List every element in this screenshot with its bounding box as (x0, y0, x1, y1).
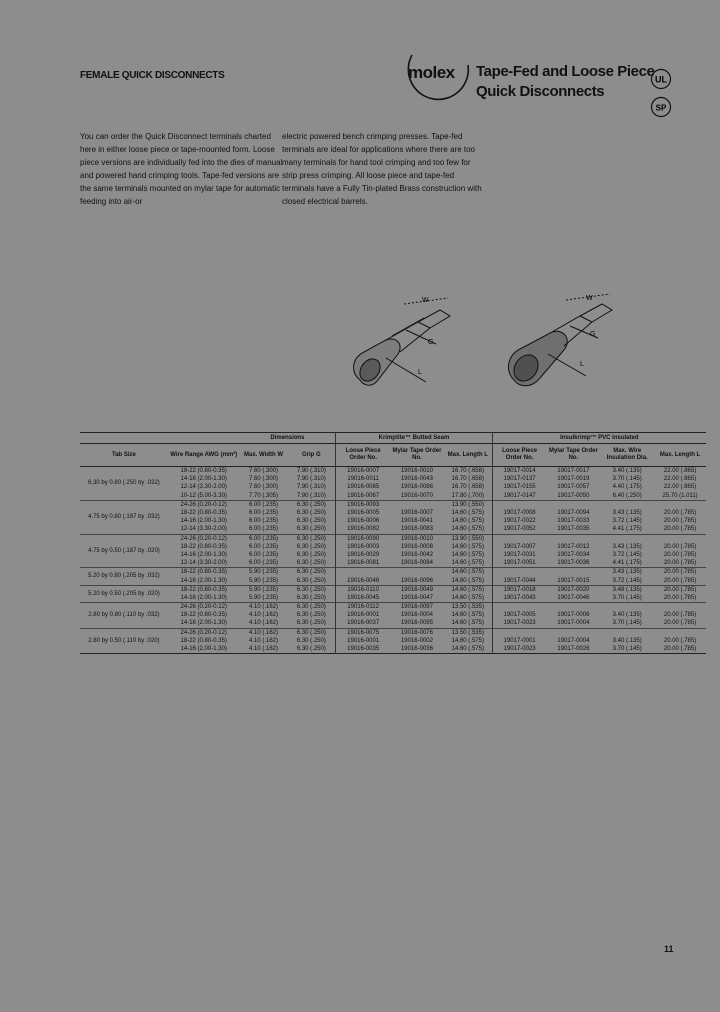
table-row (80, 611, 706, 619)
max-length-butted-cell: 14.60 (.575) (451, 637, 484, 644)
insulation-dia-cell: 3.70 (.145) (612, 594, 642, 601)
wire-range-cell: 24-26 (0.20-0.12) (168, 628, 240, 637)
mylar-tape-insulated-cell: 19017-0034 (557, 551, 590, 558)
table-row (80, 467, 706, 476)
insulation-dia-cell: 3.48 (.135) (600, 585, 654, 594)
max-length-butted-cell: 14.60 (.575) (451, 612, 484, 619)
insulation-dia-cell: 6.40 (.250) (612, 492, 642, 499)
dim-l-label: L (418, 369, 422, 376)
mylar-tape-insulated-cell: 19017-0094 (557, 510, 590, 517)
mylar-tape-butted-cell: 19016-0086 (400, 484, 433, 491)
mylar-tape-insulated-cell: 19017-0019 (557, 476, 590, 483)
insulation-dia-cell: 3.70 (.145) (612, 620, 642, 627)
wire-range-cell: 18-22 (0.80-0.35) (168, 568, 240, 577)
table-row (80, 509, 706, 517)
mylar-tape-insulated-cell (547, 568, 601, 577)
table-row (80, 517, 706, 525)
max-width-cell: 4.10 (.162) (249, 620, 279, 627)
wire-range-cell: 18-22 (0.80-0.35) (180, 543, 227, 550)
wire-range-cell: 18-22 (0.80-0.35) (180, 637, 227, 644)
max-width-cell: 4.10 (.162) (249, 637, 279, 644)
col-header-wire-range: Wire Range AWG (mm²) (168, 444, 240, 467)
mylar-tape-butted-cell: 19016-0096 (400, 577, 433, 584)
max-length-insulated-cell: 20.00 (.785) (663, 560, 697, 567)
loose-piece-insulated-cell: 19017-0023 (492, 619, 546, 628)
table-row (80, 585, 706, 594)
butted-seam-terminal-diagram (340, 292, 470, 400)
table-row (80, 500, 706, 509)
max-length-butted-cell: 14.60 (.575) (451, 510, 484, 517)
group-header-dimensions: Dimensions (240, 433, 336, 444)
grip-cell: 7.90 (.310) (296, 484, 326, 491)
wire-range-cell: 14-16 (2.00-1.30) (180, 594, 227, 601)
wire-range-cell: 24-26 (0.20-0.12) (168, 603, 240, 612)
tab-size-cell: 2.80 by 0.80 (.110 by .032) (80, 603, 168, 629)
mylar-tape-butted-cell (390, 500, 444, 509)
mylar-tape-butted-cell: 19016-0041 (400, 518, 433, 525)
max-length-butted-cell: 17.80 (.700) (451, 492, 484, 499)
mylar-tape-butted-cell: 19016-0043 (400, 476, 433, 483)
loose-piece-butted-cell: 19016-0037 (336, 619, 390, 628)
insulation-dia-cell: 3.40 (.135) (612, 612, 642, 619)
max-length-butted-cell: 14.60 (.575) (444, 585, 492, 594)
csa-certified-icon (650, 96, 672, 118)
table-row (80, 525, 706, 534)
max-width-cell: 4.10 (.162) (249, 646, 279, 653)
grip-cell: 6.30 (.250) (287, 585, 335, 594)
mylar-tape-butted-cell: 19016-0047 (400, 594, 433, 601)
max-length-butted-cell: 14.60 (.575) (451, 594, 484, 601)
grip-cell: 6.30 (.250) (287, 628, 335, 637)
loose-piece-insulated-cell (492, 568, 546, 577)
mylar-tape-insulated-cell (547, 603, 601, 612)
ul-listed-icon (650, 68, 672, 90)
max-length-insulated-cell: 20.00 (.785) (663, 526, 697, 533)
max-length-insulated-cell: 20.00 (.785) (663, 577, 697, 584)
mylar-tape-butted-cell: 19016-0036 (400, 646, 433, 653)
max-length-butted-cell: 14.60 (.575) (451, 543, 484, 550)
max-width-cell: 6.00 (.235) (240, 534, 288, 543)
grip-cell: 6.30 (.250) (296, 646, 326, 653)
max-length-butted-cell: 16.70 (.658) (444, 467, 492, 476)
mylar-tape-butted-cell: 19016-0049 (390, 585, 444, 594)
grip-cell: 6.30 (.250) (296, 510, 326, 517)
max-width-cell: 4.10 (.162) (240, 603, 288, 612)
loose-piece-butted-cell: 19016-0001 (336, 611, 390, 619)
table-row (80, 492, 706, 501)
max-length-insulated-cell (654, 628, 706, 637)
intro-paragraph-1: You can order the Quick Disconnect terminals charted here in either loose piece or tape-mounted form. Loose piece versions are individually fed into the dies of manual and powered hand crimping tools. Tape-fed versions are the same terminals mounted on mylar tape for automatic feeding into air-or (80, 132, 283, 206)
table-row (80, 483, 706, 491)
max-length-insulated-cell: 20.00 (.785) (663, 551, 697, 558)
group-header-pvc-insulated: Insulkrimp™ PVC Insulated (492, 433, 706, 444)
loose-piece-insulated-cell: 19017-0022 (492, 517, 546, 525)
max-length-insulated-cell: 20.00 (.785) (663, 543, 697, 550)
dim-w-label: W (586, 295, 593, 302)
loose-piece-butted-cell: 19016-0067 (336, 492, 390, 501)
max-length-butted-cell: 16.70 (.658) (451, 476, 484, 483)
insulation-dia-cell: 4.41 (.175) (612, 560, 642, 567)
loose-piece-insulated-cell (492, 603, 546, 612)
loose-piece-insulated-cell: 19017-0155 (492, 483, 546, 491)
loose-piece-insulated-cell: 19017-0008 (492, 509, 546, 517)
mylar-tape-insulated-cell: 19017-0012 (557, 543, 590, 550)
tab-size-cell: 6.30 by 0.80 (.250 by .032) (80, 467, 168, 501)
insulation-dia-cell (600, 500, 654, 509)
table-row (80, 559, 706, 568)
max-width-cell: 7.70 (.305) (249, 492, 279, 499)
max-length-insulated-cell: 20.00 (.785) (663, 620, 697, 627)
brand-name: molex (408, 63, 455, 82)
grip-cell: 6.30 (.250) (296, 637, 326, 644)
wire-range-cell: 18-22 (0.80-0.35) (180, 510, 227, 517)
wire-range-cell: 14-16 (2.00-1.30) (180, 646, 227, 653)
max-length-butted-cell: 14.60 (.575) (451, 526, 484, 533)
max-length-insulated-cell: 20.00 (.785) (663, 637, 697, 644)
max-length-butted-cell: 16.70 (.658) (451, 484, 484, 491)
insulation-dia-cell: 4.40 (.175) (612, 484, 642, 491)
mylar-tape-butted-cell: 19016-0004 (400, 612, 433, 619)
max-length-butted-cell: 14.60 (.575) (451, 551, 484, 558)
table-body (80, 467, 706, 654)
mylar-tape-butted-cell: 19016-0010 (390, 467, 444, 476)
loose-piece-butted-cell: 19016-0029 (336, 551, 390, 559)
spacer-cell (80, 433, 240, 444)
max-length-insulated-cell: 20.00 (.785) (663, 518, 697, 525)
grip-cell: 6.30 (.250) (296, 594, 326, 601)
grip-cell: 6.30 (.250) (296, 577, 326, 584)
tab-size-cell: 4.75 by 0.80 (.187 by .032) (80, 500, 168, 534)
col-header-mylar-tape-insulated: Mylar Tape Order No. (547, 444, 601, 467)
table-row (80, 594, 706, 603)
group-header-butted-seam: Krimptite™ Butted Seam (336, 433, 492, 444)
dim-w-label: W (422, 297, 429, 304)
insulation-dia-cell: 3.43 (.135) (600, 568, 654, 577)
loose-piece-butted-cell: 19016-0082 (336, 525, 390, 534)
max-length-insulated-cell: 20.00 (.785) (654, 585, 706, 594)
loose-piece-insulated-cell: 19017-0018 (492, 585, 546, 594)
wire-range-cell: 14-16 (2.00-1.30) (180, 620, 227, 627)
mylar-tape-butted-cell: 19016-0007 (400, 510, 433, 517)
max-length-butted-cell: 14.60 (.575) (451, 560, 484, 567)
loose-piece-butted-cell: 19016-0006 (336, 517, 390, 525)
mylar-tape-insulated-cell: 19017-0057 (557, 484, 590, 491)
insulation-dia-cell: 3.40 (.135) (612, 637, 642, 644)
loose-piece-insulated-cell: 19017-0052 (492, 525, 546, 534)
col-header-mylar-tape-butted: Mylar Tape Order No. (390, 444, 444, 467)
max-length-insulated-cell (654, 500, 706, 509)
loose-piece-insulated-cell: 19017-0137 (492, 475, 546, 483)
grip-cell: 7.90 (.310) (287, 467, 335, 476)
wire-range-cell: 24-26 (0.20-0.12) (168, 534, 240, 543)
max-width-cell: 4.10 (.162) (249, 612, 279, 619)
max-length-insulated-cell (654, 603, 706, 612)
wire-range-cell: 14-16 (2.00-1.30) (180, 551, 227, 558)
mylar-tape-insulated-cell: 19017-0004 (557, 637, 590, 644)
mylar-tape-insulated-cell (547, 534, 601, 543)
csa-mark: SP (655, 103, 667, 113)
mylar-tape-insulated-cell: 19017-0004 (557, 620, 590, 627)
loose-piece-butted-cell: 19016-0007 (336, 467, 390, 476)
max-width-cell: 7.60 (.300) (249, 484, 279, 491)
max-width-cell: 7.60 (.300) (249, 476, 279, 483)
grip-cell: 6.30 (.250) (296, 612, 326, 619)
wire-range-cell: 12-14 (3.30-2.00) (180, 526, 227, 533)
loose-piece-insulated-cell: 19017-0043 (492, 594, 546, 603)
title-line-1: Tape-Fed and Loose Piece (476, 63, 655, 80)
grip-cell: 6.30 (.250) (296, 551, 326, 558)
insulation-dia-cell: 3.72 (.145) (612, 577, 642, 584)
mylar-tape-butted-cell: 19016-0008 (400, 543, 433, 550)
mylar-tape-insulated-cell: 19017-0017 (547, 467, 601, 476)
loose-piece-butted-cell: 19016-0093 (336, 500, 390, 509)
insulation-dia-cell: 3.72 (.145) (612, 518, 642, 525)
max-width-cell: 7.60 (.300) (240, 467, 288, 476)
tab-size-cell: 5.20 by 0.80 (.205 by .032) (80, 568, 168, 585)
max-length-butted-cell: 14.60 (.575) (451, 646, 484, 653)
loose-piece-butted-cell: 19016-0035 (336, 645, 390, 654)
mylar-tape-insulated-cell: 19017-0026 (557, 646, 590, 653)
max-width-cell: 6.00 (.235) (249, 560, 279, 567)
max-length-insulated-cell: 22.00 (.865) (654, 467, 706, 476)
table-row (80, 568, 706, 577)
mylar-tape-insulated-cell: 19017-0036 (557, 560, 590, 567)
loose-piece-butted-cell: 19016-0045 (336, 594, 390, 603)
col-header-max-length-insulated: Max. Length L (654, 444, 706, 467)
max-width-cell: 5.90 (.235) (249, 594, 279, 601)
col-header-loose-piece-butted: Loose Piece Order No. (336, 444, 390, 467)
dim-l-label: L (580, 361, 584, 368)
table-row (80, 576, 706, 585)
max-length-insulated-cell: 20.00 (.785) (663, 594, 697, 601)
table-row (80, 534, 706, 543)
loose-piece-butted-cell: 19016-0075 (336, 628, 390, 637)
loose-piece-insulated-cell: 19017-0005 (492, 611, 546, 619)
max-length-insulated-cell: 20.00 (.785) (663, 612, 697, 619)
wire-range-cell: 24-26 (0.20-0.12) (168, 500, 240, 509)
grip-cell: 7.90 (.310) (296, 492, 326, 499)
grip-cell: 6.30 (.250) (287, 500, 335, 509)
insulation-dia-cell: 3.43 (.135) (612, 543, 642, 550)
col-header-loose-piece-insulated: Loose Piece Order No. (492, 444, 546, 467)
grip-cell: 6.30 (.250) (296, 543, 326, 550)
mylar-tape-insulated-cell: 19017-0035 (557, 526, 590, 533)
max-length-insulated-cell: 20.00 (.785) (663, 510, 697, 517)
wire-range-cell: 12-14 (3.30-2.00) (180, 560, 227, 567)
mylar-tape-insulated-cell: 19017-0015 (557, 577, 590, 584)
insulation-dia-cell: 3.43 (.135) (612, 510, 642, 517)
max-length-butted-cell: 14.60 (.575) (451, 577, 484, 584)
loose-piece-butted-cell: 19016-0011 (336, 475, 390, 483)
wire-range-cell: 12-14 (3.30-2.00) (180, 484, 227, 491)
max-width-cell: 6.00 (.235) (249, 510, 279, 517)
col-header-max-width: Max. Width W (240, 444, 288, 467)
loose-piece-butted-cell: 19016-0001 (336, 637, 390, 645)
mylar-tape-butted-cell: 19016-0095 (400, 620, 433, 627)
table-row (80, 637, 706, 645)
insulation-dia-cell (600, 628, 654, 637)
loose-piece-insulated-cell (492, 628, 546, 637)
mylar-tape-butted-cell: 19016-0010 (390, 534, 444, 543)
mylar-tape-butted-cell: 19016-0042 (400, 551, 433, 558)
col-header-grip: Grip G (287, 444, 335, 467)
loose-piece-insulated-cell: 19017-0014 (492, 467, 546, 476)
page-number: 11 (664, 944, 674, 954)
max-length-insulated-cell: 20.00 (.785) (654, 568, 706, 577)
max-width-cell: 6.00 (.235) (249, 551, 279, 558)
mylar-tape-butted-cell: 19016-0084 (400, 560, 433, 567)
max-length-butted-cell: 13.90 (.550) (444, 534, 492, 543)
dim-g-label: G (590, 331, 596, 338)
mylar-tape-butted-cell: 19016-0097 (390, 603, 444, 612)
max-length-butted-cell: 14.60 (.575) (451, 518, 484, 525)
loose-piece-butted-cell: 19016-0081 (336, 559, 390, 568)
loose-piece-butted-cell: 19016-0005 (336, 509, 390, 517)
grip-cell: 6.30 (.250) (296, 560, 326, 567)
mylar-tape-butted-cell: 19016-0070 (400, 492, 433, 499)
wire-range-cell: 14-16 (2.00-1.30) (180, 577, 227, 584)
specification-table (80, 432, 706, 654)
max-width-cell: 6.00 (.235) (249, 526, 279, 533)
insulation-dia-cell: 4.41 (.175) (612, 526, 642, 533)
max-width-cell: 4.10 (.162) (240, 628, 288, 637)
mylar-tape-butted-cell: 19016-0076 (390, 628, 444, 637)
wire-range-cell: 10-12 (5.00-3.30) (180, 492, 227, 499)
max-width-cell: 5.90 (.235) (240, 585, 288, 594)
loose-piece-insulated-cell: 19017-0044 (492, 576, 546, 585)
max-length-insulated-cell: 25.70 (1.011) (662, 492, 698, 499)
wire-range-cell: 18-22 (0.80-0.35) (168, 585, 240, 594)
mylar-tape-insulated-cell: 19017-0006 (557, 612, 590, 619)
max-length-butted-cell: 14.60 (.575) (444, 568, 492, 577)
loose-piece-butted-cell: 19016-0112 (336, 603, 390, 612)
max-length-insulated-cell: 22.00 (.865) (663, 476, 697, 483)
loose-piece-butted-cell: 19016-0046 (336, 576, 390, 585)
molex-logo (398, 45, 476, 107)
wire-range-cell: 18-22 (0.80-0.35) (180, 612, 227, 619)
max-width-cell: 6.00 (.235) (249, 543, 279, 550)
max-length-butted-cell: 14.60 (.575) (451, 620, 484, 627)
max-width-cell: 5.90 (.235) (249, 577, 279, 584)
mylar-tape-insulated-cell: 19017-0050 (557, 492, 590, 499)
insulation-dia-cell: 3.70 (.145) (612, 476, 642, 483)
title-line-2: Quick Disconnects (476, 83, 605, 100)
pvc-insulated-terminal-diagram (500, 292, 630, 400)
max-width-cell: 5.90 (.235) (240, 568, 288, 577)
max-length-insulated-cell: 22.00 (.865) (663, 484, 697, 491)
mylar-tape-insulated-cell: 19017-0033 (557, 518, 590, 525)
mylar-tape-butted-cell (390, 568, 444, 577)
wire-range-cell: 14-16 (2.00-1.30) (180, 518, 227, 525)
insulation-dia-cell (600, 534, 654, 543)
insulation-dia-cell: 3.70 (.145) (612, 646, 642, 653)
table-row (80, 475, 706, 483)
loose-piece-butted-cell: 19016-0085 (336, 483, 390, 491)
table-row (80, 628, 706, 637)
mylar-tape-insulated-cell (547, 628, 601, 637)
loose-piece-butted-cell: 19016-0003 (336, 543, 390, 551)
loose-piece-insulated-cell: 19017-0051 (492, 559, 546, 568)
grip-cell: 6.30 (.250) (287, 603, 335, 612)
wire-range-cell: 18-22 (0.80-0.35) (168, 467, 240, 476)
table-row (80, 619, 706, 628)
grip-cell: 6.30 (.250) (287, 568, 335, 577)
ul-mark: UL (655, 74, 667, 85)
mylar-tape-insulated-cell: 19017-0020 (547, 585, 601, 594)
intro-paragraph-2: electric powered bench crimping presses. Tape-fed terminals are ideal for applications where there are too many terminals for hand tool crimping and too few for strip press crimping. All loose piece and tape-fed terminals have a Fully Tin-plated Brass construction with closed electrical barrels. (282, 132, 482, 206)
max-length-butted-cell: 13.90 (.550) (444, 500, 492, 509)
loose-piece-insulated-cell: 19017-0007 (492, 543, 546, 551)
loose-piece-butted-cell (336, 568, 390, 577)
max-length-butted-cell: 13.50 (.535) (444, 628, 492, 637)
loose-piece-insulated-cell: 19017-0023 (492, 645, 546, 654)
loose-piece-insulated-cell: 19017-0147 (492, 492, 546, 501)
grip-cell: 6.30 (.250) (296, 518, 326, 525)
grip-cell: 6.30 (.250) (296, 620, 326, 627)
table-row (80, 551, 706, 559)
loose-piece-butted-cell: 19016-0110 (336, 585, 390, 594)
table-row (80, 543, 706, 551)
loose-piece-insulated-cell: 19017-0001 (492, 637, 546, 645)
grip-cell: 7.90 (.310) (296, 476, 326, 483)
max-width-cell: 6.00 (.235) (249, 518, 279, 525)
insulation-dia-cell: 3.40 (.135) (600, 467, 654, 476)
col-header-tab-size: Tab Size (80, 444, 168, 467)
wire-range-cell: 14-16 (2.00-1.30) (180, 476, 227, 483)
max-length-insulated-cell (654, 534, 706, 543)
loose-piece-insulated-cell (492, 500, 546, 509)
grip-cell: 6.30 (.250) (287, 534, 335, 543)
max-length-insulated-cell: 20.00 (.785) (663, 646, 697, 653)
tab-size-cell: 5.20 by 0.50 (.205 by .020) (80, 585, 168, 602)
insulation-dia-cell (600, 603, 654, 612)
insulation-dia-cell: 3.72 (.145) (612, 551, 642, 558)
table-row (80, 603, 706, 612)
max-width-cell: 6.00 (.235) (240, 500, 288, 509)
section-label: FEMALE QUICK DISCONNECTS (80, 70, 225, 81)
page-title (476, 62, 655, 102)
mylar-tape-insulated-cell: 19017-0046 (557, 594, 590, 601)
loose-piece-insulated-cell: 19017-0031 (492, 551, 546, 559)
grip-cell: 6.30 (.250) (296, 526, 326, 533)
max-length-butted-cell: 13.50 (.535) (444, 603, 492, 612)
mylar-tape-butted-cell: 19016-0083 (400, 526, 433, 533)
col-header-max-length-butted: Max. Length L (444, 444, 492, 467)
mylar-tape-butted-cell: 19016-0002 (400, 637, 433, 644)
loose-piece-insulated-cell (492, 534, 546, 543)
tab-size-cell: 2.80 by 0.50 (.110 by .020) (80, 628, 168, 654)
col-header-insulation-dia: Max. Wire Insulation Dia. (600, 444, 654, 467)
table-row (80, 645, 706, 654)
tab-size-cell: 4.75 by 0.50 (.187 by .020) (80, 534, 168, 568)
mylar-tape-insulated-cell (547, 500, 601, 509)
dim-g-label: G (428, 339, 434, 346)
loose-piece-butted-cell: 19016-0090 (336, 534, 390, 543)
